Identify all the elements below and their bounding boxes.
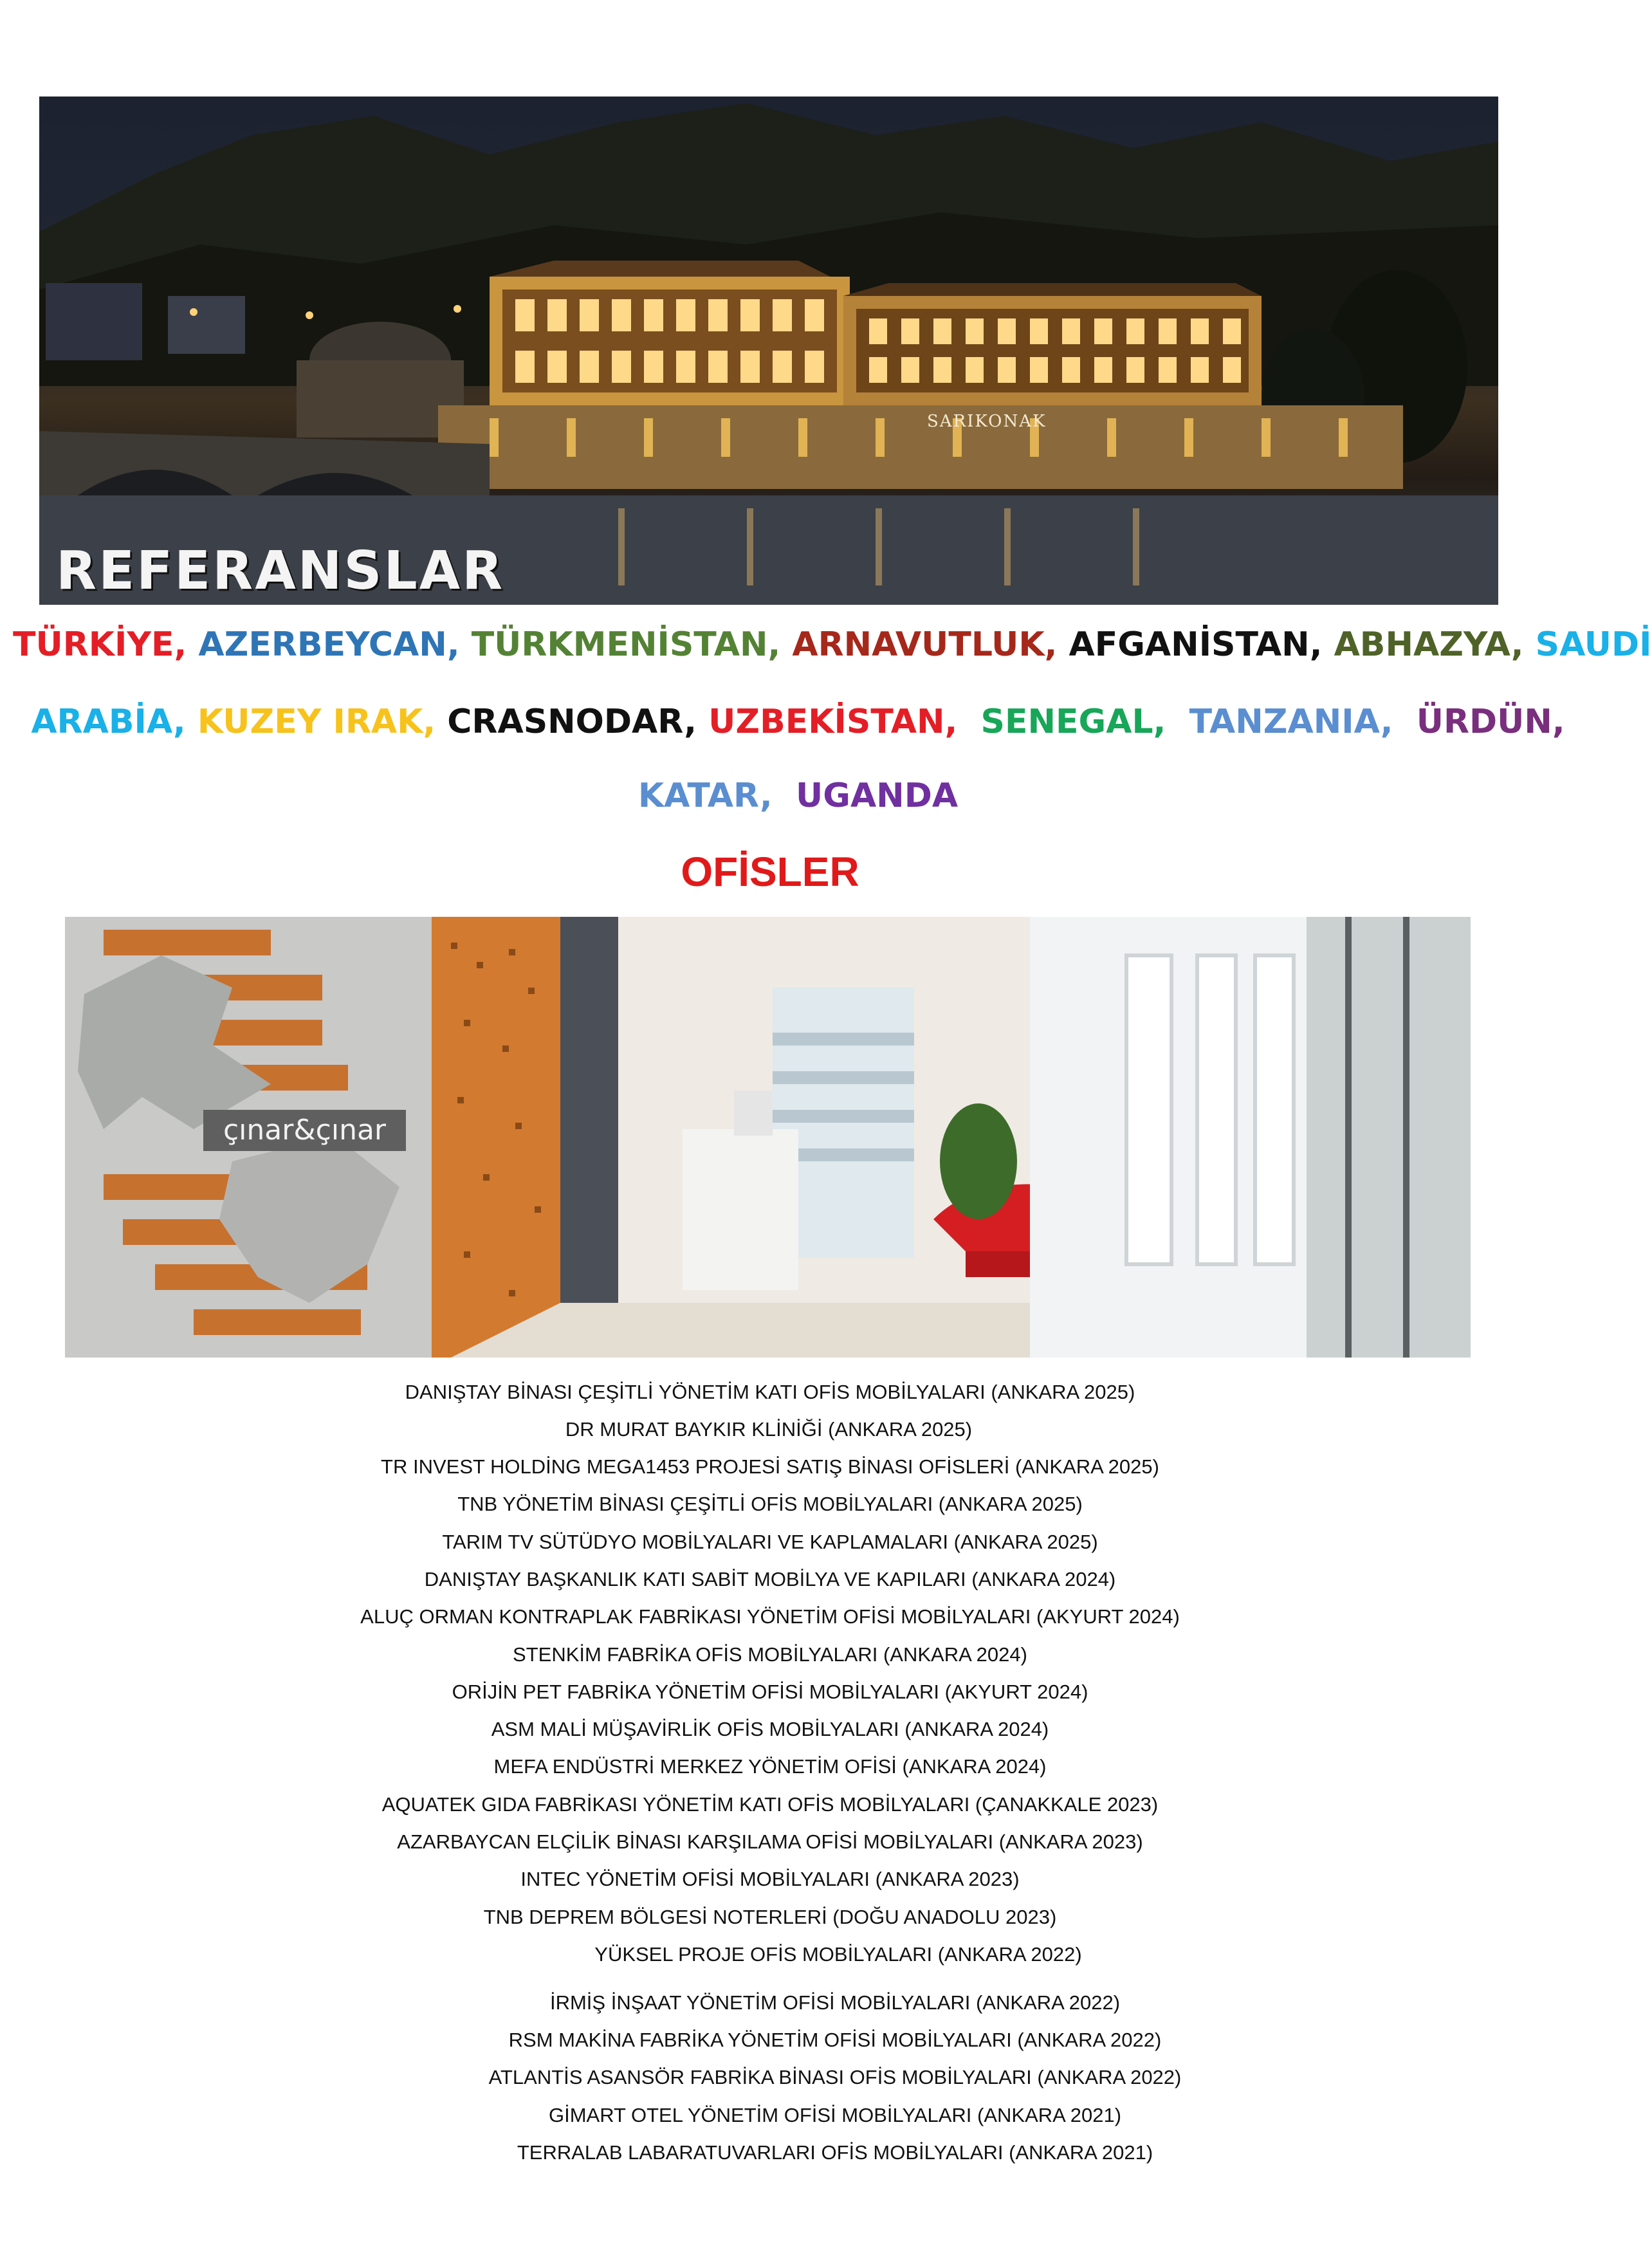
reference-item: DANIŞTAY BAŞKANLIK KATI SABİT MOBİLYA VE KAPILARI (ANKARA 2024) [424,1568,1116,1590]
reference-item: İRMİŞ İNŞAAT YÖNETİM OFİSİ MOBİLYALARI (ANKARA 2022) [549,1991,1121,2014]
reference-item: TNB DEPREM BÖLGESİ NOTERLERİ (DOĞU ANADOLU 2023) [483,1906,1057,1928]
reference-item: DANIŞTAY BİNASI ÇEŞİTLİ YÖNETİM KATI OFİS MOBİLYALARI (ANKARA 2025) [405,1381,1135,1403]
reference-item: ATLANTİS ASANSÖR FABRİKA BİNASI OFİS MOBİLYALARI (ANKARA 2022) [488,2066,1182,2088]
country: KUZEY IRAK, [197,703,448,741]
country: ARNAVUTLUK, [792,625,1069,664]
country: UGANDA [796,777,959,815]
reference-item: ASM MALİ MÜŞAVİRLİK OFİS MOBİLYALARI (ANKARA 2024) [491,1718,1049,1740]
country: AFGANİSTAN, [1069,625,1334,664]
reference-item: TNB YÖNETİM BİNASI ÇEŞİTLİ OFİS MOBİLYALARI (ANKARA 2025) [457,1493,1083,1515]
country: SAUDİ [1535,625,1652,664]
reference-item: ORİJİN PET FABRİKA YÖNETİM OFİSİ MOBİLYALARI (AKYURT 2024) [452,1681,1088,1703]
reference-item: YÜKSEL PROJE OFİS MOBİLYALARI (ANKARA 2022) [594,1943,1082,1966]
brand-sign: çınar&çınar [203,1110,406,1151]
country: KATAR, [638,777,796,815]
reference-item: GİMART OTEL YÖNETİM OFİSİ MOBİLYALARI (ANKARA 2021) [548,2104,1122,2126]
reference-item: INTEC YÖNETİM OFİSİ MOBİLYALARI (ANKARA 2023) [520,1868,1020,1890]
country: ÜRDÜN, [1416,703,1565,741]
country: TÜRKMENİSTAN, [471,625,793,664]
reference-item: MEFA ENDÜSTRİ MERKEZ YÖNETİM OFİSİ (ANKARA 2024) [493,1755,1047,1778]
country: AZERBEYCAN, [198,625,472,664]
section-title: OFİSLER [681,849,859,895]
hero-title: REFERANSLAR [56,540,505,602]
countries-row-3 [13,779,1583,813]
reference-item: TARIM TV SÜTÜDYO MOBİLYALARI VE KAPLAMALARI (ANKARA 2025) [442,1531,1098,1553]
reference-item: TR INVEST HOLDİNG MEGA1453 PROJESİ SATIŞ BİNASI OFİSLERİ (ANKARA 2025) [381,1455,1159,1478]
country: TANZANIA, [1189,703,1417,741]
country: ABHAZYA, [1334,625,1536,664]
reference-item: STENKİM FABRİKA OFİS MOBİLYALARI (ANKARA 2024) [513,1643,1027,1666]
reference-item: DR MURAT BAYKIR KLİNİĞİ (ANKARA 2025) [565,1418,973,1441]
office-photo [65,917,1471,1358]
country: CRASNODAR, [447,703,709,741]
country: UZBEKİSTAN, [708,703,981,741]
country: TÜRKİYE, [13,625,199,664]
countries-row-2 [13,705,1583,739]
hotel-sign: SARIKONAK [927,412,1047,431]
reference-item: TERRALAB LABARATUVARLARI OFİS MOBİLYALARI (ANKARA 2021) [517,2141,1153,2164]
reference-item: AZARBAYCAN ELÇİLİK BİNASI KARŞILAMA OFİSİ MOBİLYALARI (ANKARA 2023) [397,1830,1143,1853]
countries-row-1 [13,625,1652,664]
reference-item: AQUATEK GIDA FABRİKASI YÖNETİM KATI OFİS MOBİLYALARI (ÇANAKKALE 2023) [381,1793,1159,1816]
country: ARABİA, [31,703,197,741]
reference-item: ALUÇ ORMAN KONTRAPLAK FABRİKASI YÖNETİM OFİSİ MOBİLYALARI (AKYURT 2024) [360,1605,1180,1628]
country: SENEGAL, [980,703,1189,741]
hero-photo [39,97,1498,605]
reference-item: RSM MAKİNA FABRİKA YÖNETİM OFİSİ MOBİLYALARI (ANKARA 2022) [508,2029,1162,2051]
hero-illustration [39,97,1498,605]
